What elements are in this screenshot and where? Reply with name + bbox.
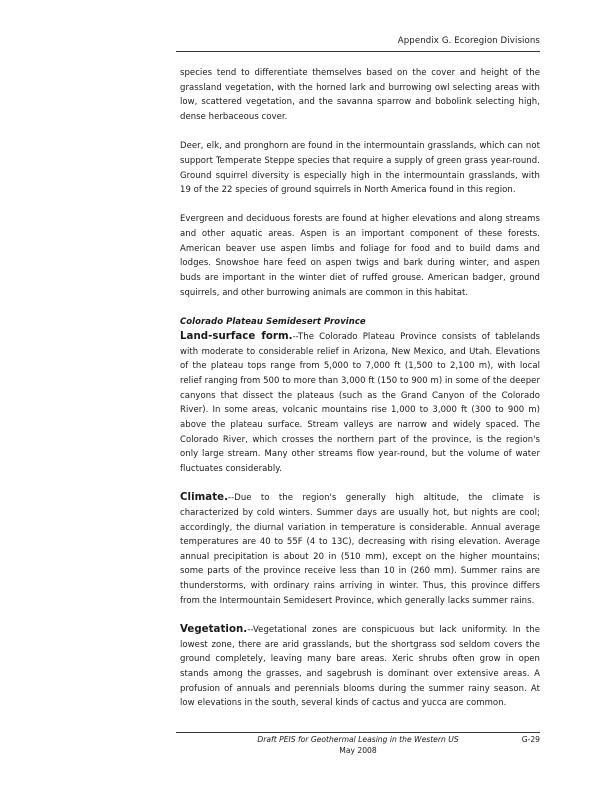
land-surface-lead: Land-surface form. [180,331,293,343]
paragraph-ungulates: Deer, elk, and pronghorn are found in the intermountain grasslands, which can not support Temperate Steppe species that require a supply of green grass year-round. Ground squirrel diversity is especially high in the intermountain grasslands, with 19 of the 22 species of ground squirrels in North America found in this region. [180,141,540,196]
vegetation-lead: Vegetation. [180,624,248,636]
footer-document-title: Draft PEIS for Geothermal Leasing in the Western US [257,735,459,744]
climate-lead: Climate. [180,492,228,504]
footer-divider [176,732,540,733]
climate-text: --Due to the region's generally high altitude, the climate is characterized by cold winters. Summer days are usually hot, but nights are cool; accordingly, the diurnal variation in temperature is considerable. Annual average temperatures are 40 to 55F (4 to 13C), decreasing with rising elevation. Average annual precipitation is about 20 in (510 mm), except on the higher mountains; some parts of the province receive less than 10 in (260 mm). Summer rains are thunderstorms, with ordinary rains arriving in winter. Thus, this province differs from the Intermountain Semidesert Province, which generally lacks summer rains. [180,493,540,606]
document-body [180,66,540,711]
paragraph-climate [180,491,540,608]
paragraph-grassland-birds: species tend to differentiate themselves based on the cover and height of the grassland vegetation, with the horned lark and burrowing owl selecting areas with low, scattered vegetation, and the savanna sparrow and bobolink selecting high, dense herbaceous cover. [180,68,540,122]
vegetation-text: --Vegetational zones are conspicuous but lack uniformity. In the lowest zone, there are arid grasslands, but the shortgrass sod seldom covers the ground completely, leaving many bare areas. Xeric shrubs often grow in open stands among the grasses, and sagebrush is dominant over extensive areas. A profusion of annuals and perennials blooms during the summer rainy season. At low elevations in the south, several kinds of cactus and yucca are common. [180,625,540,709]
land-surface-text: --The Colorado Plateau Province consists of tablelands with moderate to considerable relief in Arizona, New Mexico, and Utah. Elevations of the plateau tops range from 5,000 to 7,000 ft (1,500 to 2,100 m), with local relief ranging from 500 to more than 3,000 ft (150 to 900 m) in some of the deeper canyons that dissect the plateaus (such as the Grand Canyon of the Colorado River). In some areas, volcanic mountains rise 1,000 to 3,000 ft (300 to 900 m) above the plateau surface. Stream valleys are narrow and widely spaced. The Colorado River, which crosses the northern part of the province, is the region's only large stream. Many other streams flow year-round, but the volume of water fluctuates considerably. [180,332,540,474]
paragraph-land-surface [180,330,540,477]
page-number: G-29 [521,735,540,744]
paragraph-vegetation [180,623,540,711]
running-header: Appendix G. Ecoregion Divisions [397,36,540,46]
section-heading: Colorado Plateau Semidesert Province [180,317,366,328]
header-divider [176,51,540,52]
footer-date: May 2008 [339,746,377,755]
paragraph-forests: Evergreen and deciduous forests are found at higher elevations and along streams and other aquatic areas. Aspen is an important component of these forests. American beaver use aspen limbs and foliage for food and to build dams and lodges. Snowshoe hare feed on aspen twigs and bark during winter, and aspen buds are important in the winter diet of ruffed grouse. American badger, ground squirrels, and other burrowing animals are common in this habitat. [180,214,540,298]
